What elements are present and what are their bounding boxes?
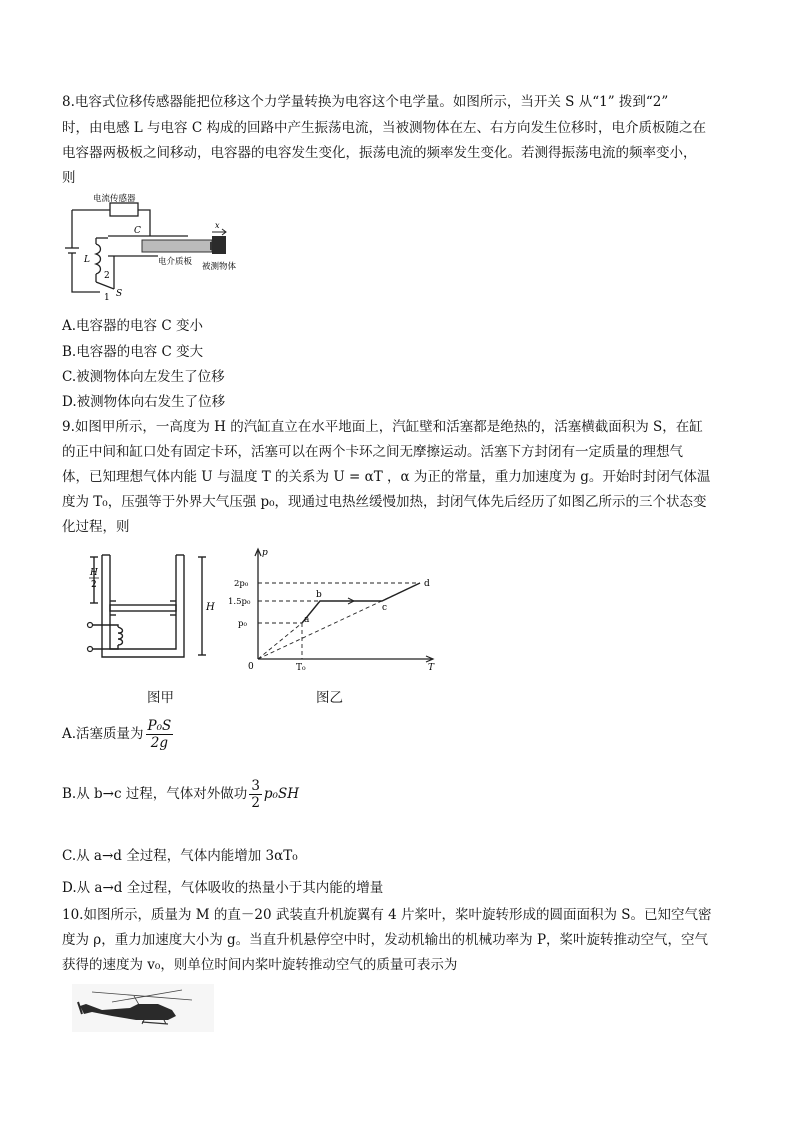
q9-line-1: 9.如图甲所示，一高度为 H 的汽缸直立在水平地面上，汽缸壁和活塞都是绝热的，活塞横截面积为 S，在缸 [62, 419, 703, 435]
q8-line-1: 8.电容式位移传感器能把位移这个力学量转换为电容这个电学量。如图所示，当开关 S 从“1” 拨到“2” [62, 94, 669, 110]
q9-line-4: 度为 T₀，压强等于外界大气压强 p₀，现通过电热丝缓慢加热，封闭气体先后经历了如图乙所示的三个状态变 [62, 494, 707, 510]
q9-option-a-fraction [146, 718, 174, 751]
object-label: 被测物体 [202, 262, 237, 272]
p-t-graph [228, 543, 448, 673]
x-label: x [215, 221, 220, 230]
y-2p0-label: 2p₀ [234, 579, 249, 589]
point-a-label: a [304, 615, 310, 625]
q10-line-3: 获得的速度为 v₀，则单位时间内桨叶旋转推动空气的质量可表示为 [62, 957, 458, 973]
origin-label: 0 [248, 662, 254, 672]
q10-line-2: 度为 ρ，重力加速度大小为 g。当直升机悬停空中时，发动机输出的机械功率为 P，桨叶旋转推动空气，空气 [62, 932, 709, 948]
q9-option-b-num: 3 [251, 778, 260, 794]
q9-line-2: 的正中间和缸口处有固定卡环，活塞可以在两个卡环之间无摩擦运动。活塞下方封闭有一定质量的理想气 [62, 444, 683, 460]
sensor-label: 电流传感器 [93, 194, 136, 204]
q9-line-5: 化过程，则 [62, 519, 130, 535]
q9-option-a-den: 2g [150, 735, 169, 751]
q9-option-a-num: P₀S [147, 718, 172, 734]
terminal-2-label: 2 [104, 271, 110, 281]
dielectric-label: 电介质板 [158, 257, 193, 267]
terminal-1-label: 1 [104, 293, 110, 303]
q9-option-c: C.从 a→d 全过程，气体内能增加 3αT₀ [62, 848, 298, 864]
q9-line-3: 体，已知理想气体内能 U 与温度 T 的关系为 U = αT ，α 为正的常量，重力加速度为 g。开始时封闭气体温 [62, 469, 711, 485]
t-axis-label: T [428, 663, 435, 673]
p-axis-label: p [262, 548, 268, 558]
point-c-label: c [382, 603, 388, 613]
switch-label: S [116, 289, 123, 299]
q8-option-a: A.电容器的电容 C 变小 [62, 318, 203, 334]
q8-option-d: D.被测物体向右发生了位移 [62, 394, 226, 410]
point-b-label: b [316, 590, 322, 600]
h-label: H [206, 602, 215, 613]
q9-option-a [62, 718, 175, 751]
y-1-5p0-label: 1.5p₀ [228, 597, 251, 607]
y-p0-label: p₀ [238, 619, 247, 629]
q9-option-b-den: 2 [251, 795, 260, 811]
q8-line-3: 电容器两极板之间移动，电容器的电容发生变化，振荡电流的频率发生变化。若测得振荡电流的频率变小， [62, 145, 697, 161]
h-half-num: H [90, 568, 98, 578]
h-half-den: 2 [91, 580, 97, 590]
q8-option-b: B.电容器的电容 C 变大 [62, 344, 204, 360]
q9-option-d: D.从 a→d 全过程，气体吸收的热量小于其内能的增量 [62, 880, 384, 896]
q9-option-b-prefix: B.从 b→c 过程，气体对外做功 [62, 786, 248, 802]
q9-option-b-suffix: p₀SH [263, 786, 299, 802]
q9-option-b-fraction [249, 778, 262, 811]
c-label: C [134, 226, 141, 236]
q8-line-2: 时，由电感 L 与电容 C 构成的回路中产生振荡电流，当被测物体在左、右方向发生位移时，电介质板随之在 [62, 120, 706, 136]
q9-option-a-prefix: A.活塞质量为 [62, 726, 144, 742]
l-label: L [84, 255, 90, 265]
q9-option-b [62, 778, 299, 811]
fig-b-caption: 图乙 [316, 690, 343, 706]
q8-line-4: 则 [62, 170, 76, 186]
q8-option-c: C.被测物体向左发生了位移 [62, 369, 225, 385]
point-d-label: d [424, 579, 430, 589]
fig-a-caption: 图甲 [147, 690, 174, 706]
cylinder-figure [80, 553, 220, 668]
t0-label: T₀ [296, 663, 306, 673]
capacitive-sensor-figure [62, 188, 262, 303]
helicopter-image [72, 984, 214, 1032]
q10-line-1: 10.如图所示，质量为 M 的直－20 武装直升机旋翼有 4 片桨叶，桨叶旋转形成的圆面面积为 S。已知空气密 [62, 907, 712, 923]
